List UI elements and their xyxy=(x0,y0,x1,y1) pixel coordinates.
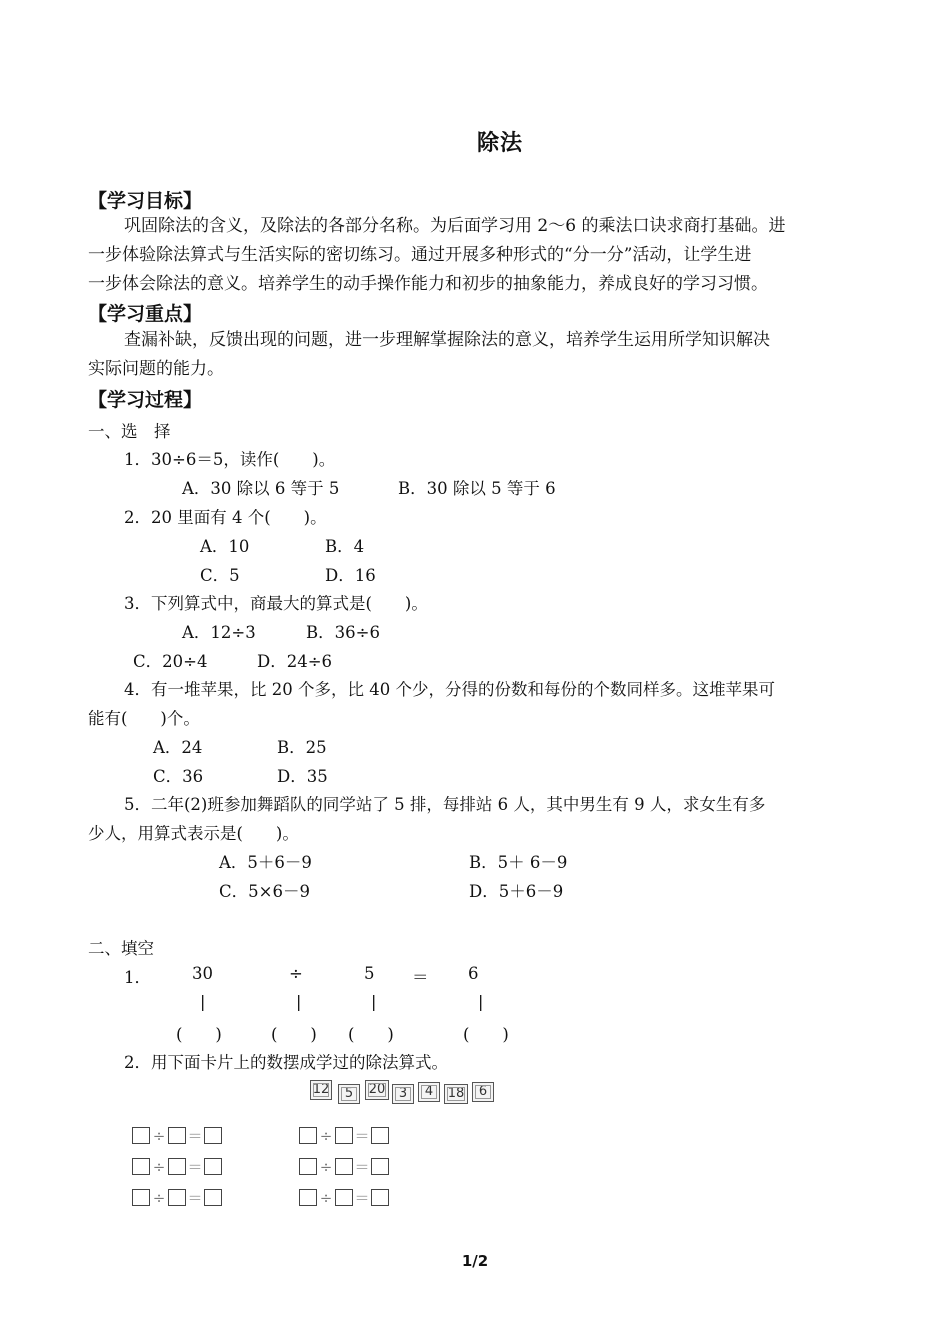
q2-option-b: B．4 xyxy=(325,537,365,556)
blank-box[interactable] xyxy=(204,1127,222,1144)
equals-sign: ＝ xyxy=(187,1127,203,1145)
q5-line-2: 少人，用算式表示是( )。 xyxy=(88,824,299,843)
blank-box[interactable] xyxy=(132,1127,150,1144)
fill-divide-sign: ÷ xyxy=(289,964,303,983)
equation-blank-row xyxy=(299,1125,389,1146)
total-pages: 2 xyxy=(477,1252,489,1270)
divide-sign: ÷ xyxy=(319,1126,333,1145)
q5-line-1: 5．二年(2)班参加舞蹈队的同学站了 5 排，每排站 6 人，其中男生有 9 人，求女生有多 xyxy=(124,795,766,814)
blank-box[interactable] xyxy=(132,1158,150,1175)
connector-bar: | xyxy=(296,992,302,1011)
connector-bar: | xyxy=(478,992,484,1011)
fill-equals-sign: ＝ xyxy=(412,968,429,987)
q3-option-c: C．20÷4 xyxy=(133,652,208,671)
q3-option-d: D．24÷6 xyxy=(257,652,333,671)
q1-option-b: B．30 除以 5 等于 6 xyxy=(398,479,556,498)
q3-option-b: B．36÷6 xyxy=(306,623,380,642)
part1-heading: 一、选 择 xyxy=(88,422,171,441)
q3-stem: 3．下列算式中，商最大的算式是( )。 xyxy=(124,594,428,613)
q3-option-a: A．12÷3 xyxy=(182,623,256,642)
divide-sign: ÷ xyxy=(152,1157,166,1176)
number-card: 5 xyxy=(338,1084,360,1104)
q4-option-b: B．25 xyxy=(277,738,327,757)
blank-box[interactable] xyxy=(132,1189,150,1206)
fill-q1-number: 1． xyxy=(124,968,151,987)
divide-sign: ÷ xyxy=(152,1126,166,1145)
connector-bar: | xyxy=(200,992,206,1011)
q4-option-d: D．35 xyxy=(277,767,328,786)
fill-quotient: 6 xyxy=(468,964,479,983)
blank-quotient-name[interactable]: ( ) xyxy=(463,1025,509,1044)
equals-sign: ＝ xyxy=(354,1127,370,1145)
blank-box[interactable] xyxy=(371,1158,389,1175)
fill-q2-stem: 2．用下面卡片上的数摆成学过的除法算式。 xyxy=(124,1053,448,1072)
blank-box[interactable] xyxy=(168,1127,186,1144)
blank-box[interactable] xyxy=(299,1127,317,1144)
q4-option-c: C．36 xyxy=(153,767,204,786)
equals-sign: ＝ xyxy=(354,1158,370,1176)
divide-sign: ÷ xyxy=(152,1188,166,1207)
blank-box[interactable] xyxy=(168,1158,186,1175)
section-goals: 【学习目标】 xyxy=(88,190,203,212)
connector-bar: | xyxy=(371,992,377,1011)
q5-option-d: D．5＋6－9 xyxy=(469,882,564,901)
equation-blank-row xyxy=(132,1125,222,1146)
goals-line-3: 一步体会除法的意义。培养学生的动手操作能力和初步的抽象能力，养成良好的学习习惯。 xyxy=(88,274,768,294)
section-process: 【学习过程】 xyxy=(88,389,203,411)
q1-option-a: A．30 除以 6 等于 5 xyxy=(182,479,340,498)
key-line-1: 查漏补缺，反馈出现的问题，进一步理解掌握除法的意义，培养学生运用所学知识解决 xyxy=(124,330,770,350)
section-key: 【学习重点】 xyxy=(88,303,203,325)
blank-dividend-name[interactable]: ( ) xyxy=(176,1025,222,1044)
goals-line-1: 巩固除法的含义，及除法的各部分名称。为后面学习用 2～6 的乘法口诀求商打基础。进 xyxy=(124,216,786,236)
q1-stem: 1．30÷6＝5，读作( )。 xyxy=(124,450,336,469)
blank-box[interactable] xyxy=(204,1189,222,1206)
page-separator: / xyxy=(472,1252,478,1270)
number-card: 3 xyxy=(392,1084,414,1104)
blank-box[interactable] xyxy=(335,1127,353,1144)
q2-stem: 2．20 里面有 4 个( )。 xyxy=(124,508,327,527)
key-line-2: 实际问题的能力。 xyxy=(88,359,224,379)
equation-blank-row xyxy=(132,1187,222,1208)
goals-line-2: 一步体验除法算式与生活实际的密切练习。通过开展多种形式的“分一分”活动，让学生进 xyxy=(88,245,752,265)
blank-divisor-name[interactable]: ( ) xyxy=(271,1025,317,1044)
page-title: 除法 xyxy=(476,130,523,156)
equation-blank-row xyxy=(299,1156,389,1177)
equation-blank-row xyxy=(299,1187,389,1208)
page-number xyxy=(0,1252,950,1270)
part2-heading: 二、填空 xyxy=(88,939,154,958)
divide-sign: ÷ xyxy=(319,1188,333,1207)
number-card: 18 xyxy=(444,1084,468,1104)
blank-box[interactable] xyxy=(299,1189,317,1206)
q5-option-a: A．5＋6－9 xyxy=(219,853,312,872)
blank-box[interactable] xyxy=(335,1158,353,1175)
current-page: 1 xyxy=(461,1252,473,1270)
number-card: 4 xyxy=(418,1082,440,1102)
q4-option-a: A．24 xyxy=(153,738,203,757)
fill-dividend: 30 xyxy=(192,964,213,983)
number-card: 20 xyxy=(365,1080,389,1100)
number-card: 12 xyxy=(310,1080,332,1100)
blank-box[interactable] xyxy=(371,1127,389,1144)
blank-box[interactable] xyxy=(335,1189,353,1206)
q5-option-c: C．5×6－9 xyxy=(219,882,310,901)
q2-option-d: D．16 xyxy=(325,566,376,585)
blank-box[interactable] xyxy=(371,1189,389,1206)
equals-sign: ＝ xyxy=(354,1189,370,1207)
blank-box[interactable] xyxy=(204,1158,222,1175)
blank-box[interactable] xyxy=(299,1158,317,1175)
equals-sign: ＝ xyxy=(187,1189,203,1207)
divide-sign: ÷ xyxy=(319,1157,333,1176)
q5-option-b: B．5＋ 6－9 xyxy=(469,853,568,872)
blank-box[interactable] xyxy=(168,1189,186,1206)
equation-blank-row xyxy=(132,1156,222,1177)
blank-equals-name[interactable]: ( ) xyxy=(348,1025,394,1044)
fill-divisor: 5 xyxy=(364,964,375,983)
equals-sign: ＝ xyxy=(187,1158,203,1176)
q4-line-1: 4．有一堆苹果，比 20 个多，比 40 个少，分得的份数和每份的个数同样多。这堆苹果可 xyxy=(124,680,775,699)
q2-option-a: A．10 xyxy=(200,537,250,556)
q4-line-2: 能有( )个。 xyxy=(88,709,200,728)
q2-option-c: C．5 xyxy=(200,566,240,585)
number-card: 6 xyxy=(472,1082,494,1102)
